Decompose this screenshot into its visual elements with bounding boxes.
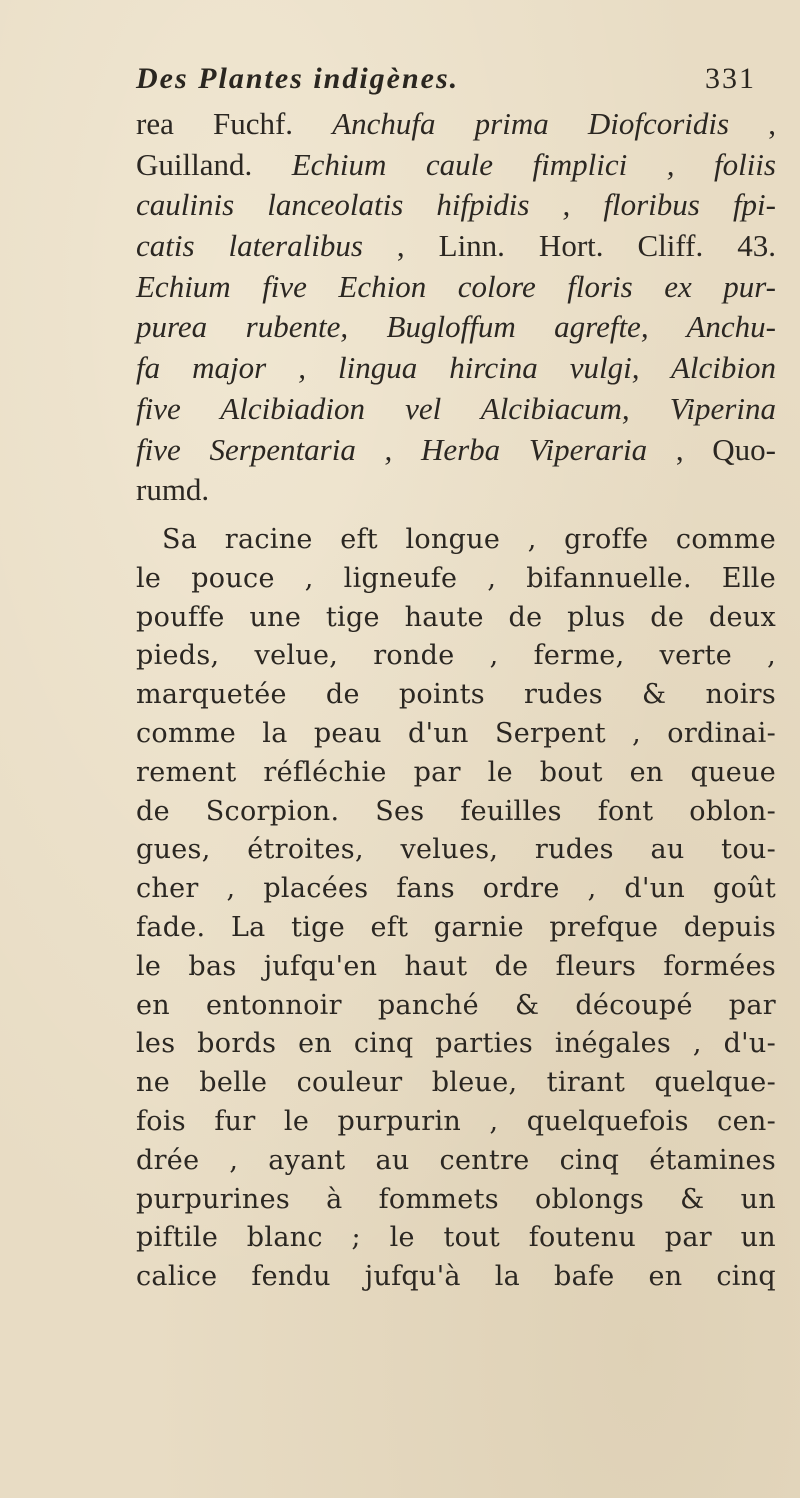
text-line: rumd. xyxy=(136,472,210,508)
text-line: cher , placées fans ordre , d'un goût xyxy=(136,873,776,905)
text-line: comme la peau d'un Serpent , ordinai- xyxy=(136,717,776,749)
text-line: gues, étroites, velues, rudes au tou- xyxy=(136,834,776,866)
text-line: les bords en cinq parties inégales , d'u- xyxy=(136,1028,776,1060)
text-line: caulinis lanceolatis hifpidis , floribus fpi- xyxy=(136,187,776,223)
running-title: Des Plantes indigènes. xyxy=(136,62,460,95)
text-line: pouffe une tige haute de plus de deux xyxy=(136,601,776,633)
text-line: Sa racine eft longue , groffe comme xyxy=(162,524,776,555)
text-line: marquetée de points rudes & noirs xyxy=(136,679,776,711)
text-line: purea rubente, Bugloffum agrefte, Anchu- xyxy=(136,309,776,345)
text-line: calice fendu jufqu'à la bafe en cinq xyxy=(136,1261,776,1293)
text-line: Guilland. Echium caule fimplici , foliis xyxy=(136,146,776,182)
text-line: rement réfléchie par le bout en queue xyxy=(136,756,776,788)
latin-synonyms-paragraph xyxy=(136,104,776,511)
text-line: de Scorpion. Ses feuilles font oblon- xyxy=(136,795,776,827)
text-line: fade. La tige eft garnie prefque depuis xyxy=(136,911,776,943)
description-paragraph xyxy=(136,521,776,1297)
text-line: rea Fuchf. Anchufa prima Diofcoridis , xyxy=(136,106,776,141)
text-line: le pouce , ligneufe , bifannuelle. Elle xyxy=(136,562,776,594)
text-line: ne belle couleur bleue, tirant quelque- xyxy=(136,1067,776,1099)
text-line: piftile blanc ; le tout foutenu par un xyxy=(136,1222,776,1254)
text-line: purpurines à fommets oblongs & un xyxy=(136,1183,776,1215)
text-line: five Alcibiadion vel Alcibiacum, Viperina xyxy=(136,390,776,426)
page-number: 331 xyxy=(705,62,756,95)
text-line: fois fur le purpurin , quelquefois cen- xyxy=(136,1105,776,1137)
text-line: Echium five Echion colore floris ex pur- xyxy=(136,268,776,304)
text-line: le bas jufqu'en haut de fleurs formées xyxy=(136,950,776,982)
text-line: pieds, velue, ronde , ferme, verte , xyxy=(136,640,776,672)
text-line: en entonnoir panché & découpé par xyxy=(136,989,776,1021)
text-line: catis lateralibus , Linn. Hort. Cliff. 43. xyxy=(136,228,776,264)
text-line: fa major , lingua hircina vulgi, Alcibion xyxy=(136,350,776,386)
text-line: five Serpentaria , Herba Viperaria , Quo- xyxy=(136,431,777,467)
text-line: drée , ayant au centre cinq étamines xyxy=(136,1144,776,1176)
